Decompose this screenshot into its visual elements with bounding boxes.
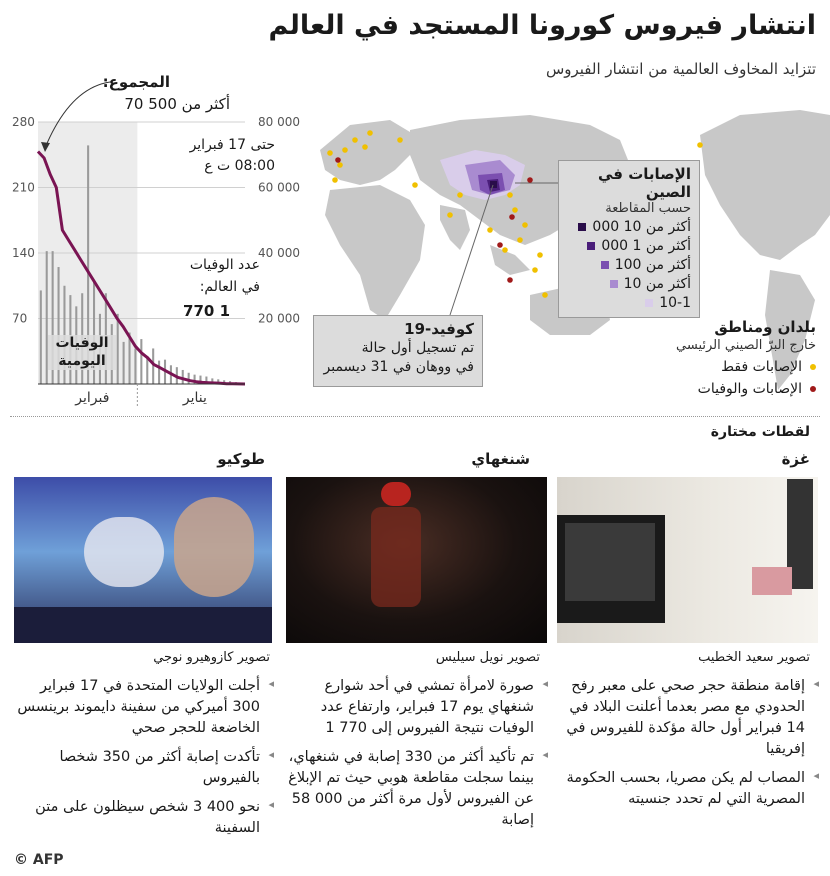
gaza-photo-tv: [557, 515, 665, 623]
case-dot: [487, 227, 493, 233]
legend-cases-deaths-label: الإصابات والوفيات: [697, 381, 802, 397]
china-legend-row: [567, 238, 691, 254]
shanghai-credit: تصوير نويل سيليس: [435, 650, 540, 665]
death-dot: [527, 177, 533, 183]
daily-deaths-label: الوفيات اليومية: [48, 335, 116, 370]
case-dot: [522, 222, 528, 228]
covid-callout-line2: في ووهان في 31 ديسمبر: [323, 359, 474, 376]
panel-tokyo-title: طوكيو: [217, 450, 265, 468]
china-legend-label: أكثر من 10: [623, 276, 691, 292]
deaths-dot-icon: [810, 386, 816, 392]
gaza-photo-bag: [752, 567, 792, 595]
case-dot: [412, 182, 418, 188]
gaza-photo: [557, 477, 818, 643]
north-america-shape: [700, 110, 830, 260]
shanghai-photo-figure: [371, 507, 421, 607]
case-dot: [362, 144, 368, 150]
tokyo-photo: [14, 477, 272, 643]
deaths-chart-svg: [0, 70, 310, 410]
countries-legend: [676, 318, 816, 397]
tokyo-photo-frame: [14, 607, 272, 643]
list-item: ◂ إقامة منطقة حجر صحي على معبر رفح الحدودي مع مصر بعدما أعلنت البلاد في 14 فبراير أول حالة مؤكدة للفيروس في إفريقيا: [557, 676, 819, 760]
deaths-chart: [0, 70, 310, 410]
case-dot: [697, 142, 703, 148]
panel-gaza-title: غزة: [781, 450, 810, 468]
y-right-tick-label: 60 000: [258, 180, 300, 195]
deaths-total-value: 1 770: [183, 302, 230, 320]
case-dot: [517, 237, 523, 243]
tokyo-photo-figure2: [174, 497, 254, 597]
shanghai-bullets: [288, 676, 548, 839]
list-item: ◂ صورة لامرأة تمشي في أحد شوارع شنغهاي يوم 17 فبراير، وارتفاع عدد الوفيات نتيجة الفيروس إلى 770 1: [288, 676, 548, 739]
cases-dot-icon: [810, 364, 816, 370]
gaza-photo-screen: [565, 523, 655, 601]
death-dot: [335, 157, 341, 163]
case-dot: [542, 292, 548, 298]
list-item: ◂ أجلت الولايات المتحدة في 17 فبراير 300 أميركي من سفينة دايموند برينسس الخاضعة للحجر صحي: [14, 676, 274, 739]
page-subtitle: تتزايد المخاوف العالمية من انتشار الفيروس: [545, 60, 816, 78]
death-dot: [497, 242, 503, 248]
gaza-bullets: [557, 676, 819, 818]
deaths-label-line1: عدد الوفيات: [189, 257, 260, 273]
y-left-tick-label: 280: [12, 115, 35, 129]
list-item: ◂ تم تأكيد أكثر من 330 إصابة في شنغهاي، بينما سجلت مقاطعة هوبي حيث تم الإبلاغ عن الفيروس لأول مرة أكثر من 000 58 إصابة: [288, 747, 548, 831]
case-dot: [327, 150, 333, 156]
total-label: المجموع:: [102, 73, 170, 91]
covid-callout: [313, 315, 483, 387]
case-dot: [447, 212, 453, 218]
china-legend-row: [567, 219, 691, 235]
afp-logo: © AFP: [14, 852, 64, 868]
y-right-tick-label: 80 000: [258, 115, 300, 129]
africa-shape: [325, 185, 425, 320]
daily-death-bar: [123, 342, 125, 384]
se-asia-shape: [490, 245, 530, 275]
y-left-tick-label: 70: [12, 311, 28, 326]
death-dot: [509, 214, 515, 220]
legend-cases-only-label: الإصابات فقط: [721, 359, 802, 375]
countries-legend-title: بلدان ومناطق: [714, 318, 816, 336]
china-legend-swatch: [587, 242, 595, 250]
gaza-credit: تصوير سعيد الخطيب: [698, 650, 810, 665]
page-title: انتشار فيروس كورونا المستجد في العالم: [268, 10, 816, 41]
case-dot: [512, 207, 518, 213]
legend-cases-deaths: [676, 381, 816, 397]
y-left-tick-label: 140: [12, 246, 35, 260]
china-legend-label: 10-1: [659, 295, 691, 311]
case-dot: [337, 162, 343, 168]
case-dot: [537, 252, 543, 258]
death-dot: [507, 277, 513, 283]
case-dot: [502, 247, 508, 253]
x-label-february: فبراير: [75, 390, 110, 406]
china-legend-row: [567, 276, 691, 292]
daily-death-bar: [140, 339, 142, 384]
tokyo-photo-figure: [84, 517, 164, 587]
deaths-label-line2: في العالم:: [199, 279, 260, 295]
china-legend-row: [567, 295, 691, 311]
case-dot: [397, 137, 403, 143]
y-left-tick-label: 210: [12, 180, 35, 195]
daily-death-bar: [134, 348, 136, 384]
daily-death-bar: [40, 290, 42, 384]
total-value: أكثر من 500 70: [124, 95, 230, 113]
china-legend-swatch: [645, 299, 653, 307]
countries-legend-subtitle: خارج البرّ الصيني الرئيسي: [676, 338, 816, 353]
china-legend-row: [567, 257, 691, 273]
list-item: ◂ المصاب لم يكن مصريا، بحسب الحكومة المصرية التي لم تحدد جنسيته: [557, 768, 819, 810]
tokyo-bullets: [14, 676, 274, 847]
daily-death-bar: [152, 348, 154, 384]
asof-time: 08:00 ت ع: [204, 158, 275, 174]
case-dot: [367, 130, 373, 136]
case-dot: [352, 137, 358, 143]
china-legend-swatch: [610, 280, 618, 288]
china-legend-list: [567, 219, 691, 311]
china-legend-swatch: [578, 223, 586, 231]
daily-death-bar: [158, 361, 160, 384]
china-legend-title: الإصابات في الصين: [598, 165, 691, 201]
panel-shanghai-title: شنغهاي: [471, 450, 530, 468]
india-shape: [440, 205, 470, 250]
shanghai-photo: [286, 477, 547, 643]
china-hubei: [490, 181, 497, 188]
covid-callout-line1: تم تسجيل أول حالة: [361, 340, 474, 357]
china-legend-subtitle: حسب المقاطعة: [605, 201, 691, 216]
daily-death-bar: [117, 314, 119, 384]
case-dot: [507, 192, 513, 198]
tokyo-credit: تصوير كازوهيرو نوجي: [153, 650, 270, 665]
section-divider: [10, 416, 820, 417]
case-dot: [457, 192, 463, 198]
case-dot: [532, 267, 538, 273]
snapshots-title: لقطات مختارة: [710, 424, 810, 440]
daily-death-bar: [188, 373, 190, 384]
list-item: ◂ تأكدت إصابة أكثر من 350 شخصا بالفيروس: [14, 747, 274, 789]
shanghai-photo-hat: [381, 482, 411, 506]
x-label-january: يناير: [182, 390, 207, 406]
china-legend-label: أكثر من 10 000: [592, 219, 691, 235]
legend-cases-only: [676, 359, 816, 375]
case-dot: [332, 177, 338, 183]
china-legend-label: أكثر من 100: [614, 257, 691, 273]
list-item: ◂ نحو 400 3 شخص سيظلون على متن السفينة: [14, 797, 274, 839]
europe-shape: [320, 120, 415, 185]
y-right-tick-label: 20 000: [258, 311, 300, 326]
china-legend-box: [558, 160, 700, 318]
asof-date: حتى 17 فبراير: [189, 137, 275, 153]
y-right-tick-label: 40 000: [258, 246, 300, 260]
china-legend-swatch: [601, 261, 609, 269]
covid-callout-title: كوفيد-19: [404, 320, 474, 338]
case-dot: [342, 147, 348, 153]
china-legend-label: أكثر من 1 000: [601, 238, 691, 254]
